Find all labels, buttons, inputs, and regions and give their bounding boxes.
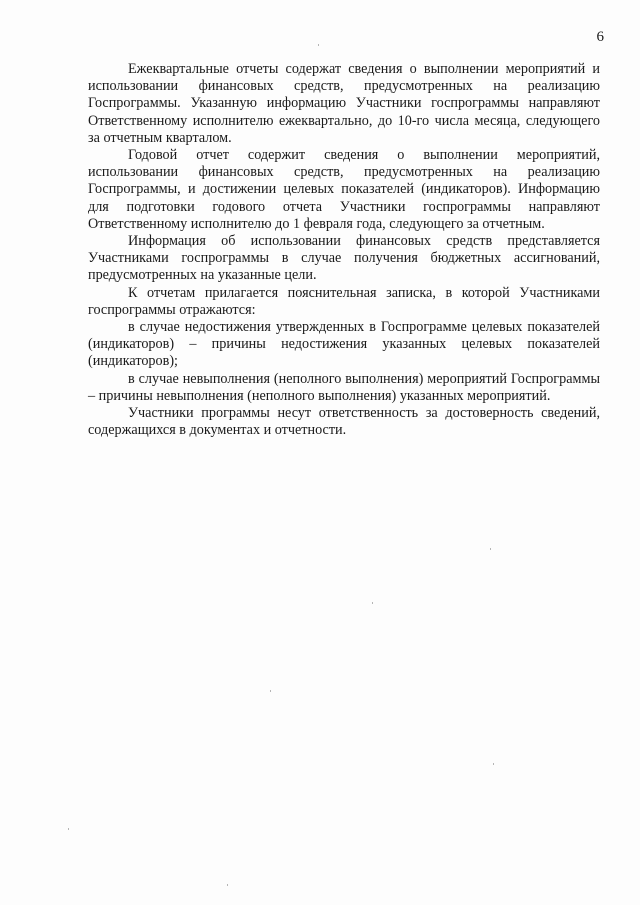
scan-speck [493, 763, 494, 765]
scan-speck [270, 690, 271, 692]
scan-speck [318, 44, 319, 46]
paragraph-explanatory-note: К отчетам прилагается пояснительная записка, в которой Участниками госпрограммы отражаются: [88, 284, 600, 318]
page-number: 6 [596, 29, 604, 45]
document-body [88, 61, 600, 439]
paragraph-indicators-case: в случае недостижения утвержденных в Госпрограмме целевых показателей (индикаторов) – причины недостижения указанных целевых показателей (индикаторов); [88, 319, 600, 370]
paragraph-quarterly-reports: Ежеквартальные отчеты содержат сведения о выполнении мероприятий и использовании финансовых средств, предусмотренных на реализацию Госпрограммы. Указанную информацию Участники госпрограммы направляют Ответственному исполнителю ежеквартально, до 10-го числа месяца, следующего за отчетным кварталом. [88, 61, 600, 146]
paragraph-financial-info: Информация об использовании финансовых средств представляется Участниками госпрограммы в случае получения бюджетных ассигнований, предусмотренных на указанные цели. [88, 233, 600, 284]
scan-speck [490, 548, 491, 550]
scan-speck [68, 828, 69, 830]
paragraph-annual-report: Годовой отчет содержит сведения о выполнении мероприятий, использовании финансовых средств, предусмотренных на реализацию Госпрограммы, и достижении целевых показателей (индикаторов). Информацию для подготовки годового отчета Участники госпрограммы направляют Ответственному исполнителю до 1 февраля года, следующего за отчетным. [88, 147, 600, 232]
paragraph-measures-case: в случае невыполнения (неполного выполнения) мероприятий Госпрограммы – причины невыполнения (неполного выполнения) указанных мероприятий. [88, 370, 600, 404]
paragraph-responsibility: Участники программы несут ответственность за достоверность сведений, содержащихся в документах и отчетности. [88, 405, 600, 439]
scan-speck [372, 602, 373, 604]
scan-speck [227, 884, 228, 886]
